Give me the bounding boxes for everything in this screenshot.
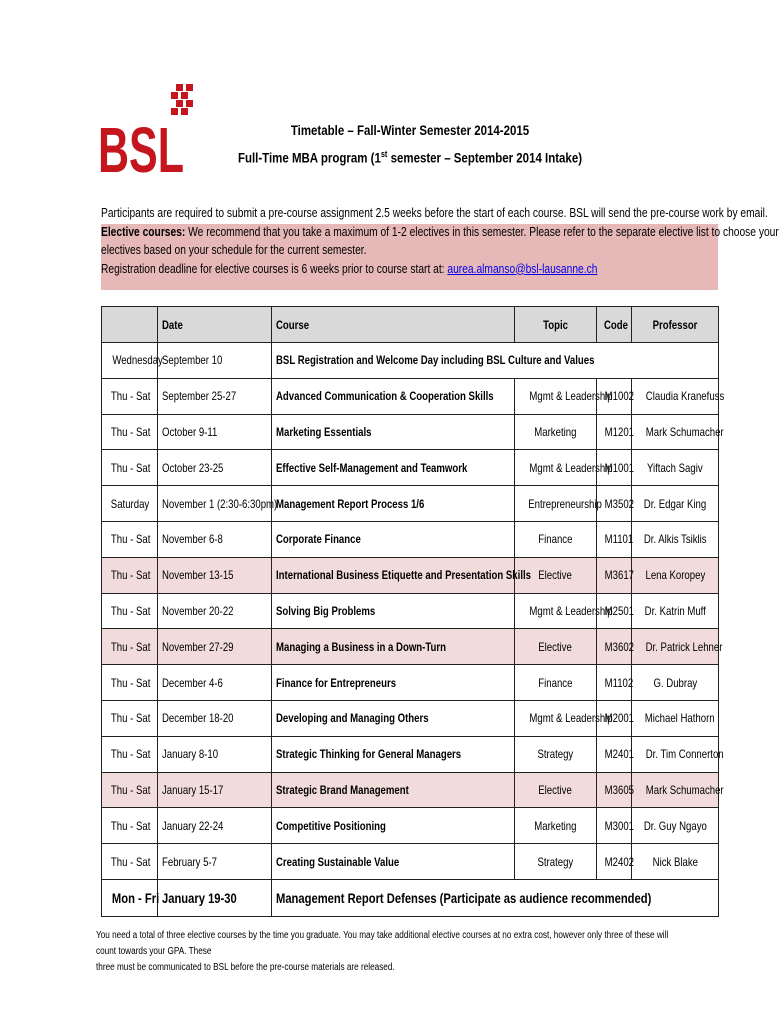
- table-row: [102, 557, 719, 593]
- bsl-logo-graphic: [98, 84, 198, 186]
- header-topic: Topic: [515, 307, 597, 343]
- cell-code: M1001: [597, 450, 632, 486]
- title-line-2: [238, 142, 582, 170]
- cell-topic: Mgmt & Leadership: [515, 378, 597, 414]
- cell-code: M3605: [597, 772, 632, 808]
- title-line-1: Timetable – Fall-Winter Semester 2014-2015: [290, 122, 530, 138]
- header-professor: Professor: [632, 307, 719, 343]
- cell-course: International Business Etiquette and Presentation Skills: [272, 557, 515, 593]
- cell-course: Marketing Essentials: [272, 414, 515, 450]
- cell-date: November 20-22: [158, 593, 272, 629]
- cell-topic: Marketing: [515, 414, 597, 450]
- cell-course: Management Report Process 1/6: [272, 486, 515, 522]
- cell-day: Mon - Fri: [102, 879, 158, 916]
- cell-topic: Strategy: [515, 736, 597, 772]
- footer-line-2: three must be communicated to BSL before the pre-course materials are released.: [96, 962, 395, 973]
- cell-course: Competitive Positioning: [272, 808, 515, 844]
- table-row: [102, 593, 719, 629]
- table-row: [102, 629, 719, 665]
- cell-date: January 8-10: [158, 736, 272, 772]
- cell-course: Finance for Entrepreneurs: [272, 665, 515, 701]
- cell-topic: Mgmt & Leadership: [515, 593, 597, 629]
- cell-date: January 15-17: [158, 772, 272, 808]
- cell-professor: Dr. Tim Connerton: [632, 736, 719, 772]
- cell-professor: Michael Hathorn: [632, 700, 719, 736]
- cell-day: Thu - Sat: [102, 378, 158, 414]
- table-row: [102, 521, 719, 557]
- cell-day: Saturday: [102, 486, 158, 522]
- cell-course: Developing and Managing Others: [272, 700, 515, 736]
- cell-date: October 23-25: [158, 450, 272, 486]
- intro-text: [101, 204, 779, 278]
- cell-topic: Marketing: [515, 808, 597, 844]
- table-body: [102, 343, 725, 917]
- title-line-2-part-b: semester – September 2014 Intake): [387, 149, 583, 166]
- cell-date: November 27-29: [158, 629, 272, 665]
- cell-topic: Entrepreneurship: [515, 486, 597, 522]
- cell-code: M2501: [597, 593, 632, 629]
- table-row: [102, 665, 719, 701]
- cell-professor: Dr. Guy Ngayo: [632, 808, 719, 844]
- intro-line-3: electives based on your schedule for the current semester.: [101, 243, 367, 257]
- table-row: [102, 844, 719, 880]
- cell-date: December 18-20: [158, 700, 272, 736]
- table-row: [102, 414, 719, 450]
- cell-code: M2001: [597, 700, 632, 736]
- table-row: [102, 450, 719, 486]
- intro-line-1: Participants are required to submit a pre-course assignment 2.5 weeks before the start of each course. BSL will send the pre-course work by email.: [101, 206, 768, 220]
- cell-code: M2401: [597, 736, 632, 772]
- cell-date: September 25-27: [158, 378, 272, 414]
- cell-course: Advanced Communication & Cooperation Skills: [272, 378, 515, 414]
- cell-course: Effective Self-Management and Teamwork: [272, 450, 515, 486]
- cell-date: November 13-15: [158, 557, 272, 593]
- cell-professor: Mark Schumacher: [632, 772, 719, 808]
- cell-course: Solving Big Problems: [272, 593, 515, 629]
- cell-date: February 5-7: [158, 844, 272, 880]
- intro-line-4: [101, 260, 607, 279]
- cell-course: Managing a Business in a Down-Turn: [272, 629, 515, 665]
- cell-code: M2402: [597, 844, 632, 880]
- intro-line-2: [101, 223, 779, 242]
- cell-day: Thu - Sat: [102, 844, 158, 880]
- cell-day: Thu - Sat: [102, 700, 158, 736]
- cell-day: Thu - Sat: [102, 665, 158, 701]
- timetable: [101, 306, 725, 917]
- table-row: [102, 772, 719, 808]
- cell-topic: Mgmt & Leadership: [515, 450, 597, 486]
- elective-label: Elective courses:: [101, 224, 186, 239]
- cell-topic: Finance: [515, 665, 597, 701]
- cell-professor: Lena Koropey: [632, 557, 719, 593]
- header-day: [102, 307, 158, 343]
- cell-professor: Nick Blake: [632, 844, 719, 880]
- cell-course: Management Report Defenses (Participate as audience recommended): [272, 879, 719, 916]
- cell-code: M1102: [597, 665, 632, 701]
- title-line-2-part-a: Full-Time MBA program (1: [237, 149, 381, 166]
- cell-professor: Mark Schumacher: [632, 414, 719, 450]
- bsl-logo-text: BSL: [98, 114, 184, 186]
- title-sup: st: [380, 149, 388, 159]
- cell-code: M1201: [597, 414, 632, 450]
- cell-topic: Mgmt & Leadership: [515, 700, 597, 736]
- cell-course: Strategic Thinking for General Managers: [272, 736, 515, 772]
- cell-professor: G. Dubray: [632, 665, 719, 701]
- cell-professor: Dr. Alkis Tsiklis: [632, 521, 719, 557]
- cell-professor: Claudia Kranefuss: [632, 378, 719, 414]
- cell-day: Wednesday: [102, 343, 158, 379]
- cell-professor: Dr. Patrick Lehner: [632, 629, 719, 665]
- table-row: [102, 808, 719, 844]
- email-link[interactable]: aurea.almanso@bsl-lausanne.ch: [447, 261, 598, 276]
- cell-course: Strategic Brand Management: [272, 772, 515, 808]
- page-title: [238, 118, 582, 170]
- cell-date: January 22-24: [158, 808, 272, 844]
- cell-code: M3502: [597, 486, 632, 522]
- cell-topic: Finance: [515, 521, 597, 557]
- table-row: [102, 343, 719, 379]
- cell-course: Corporate Finance: [272, 521, 515, 557]
- bsl-logo: [98, 84, 198, 186]
- table-row: [102, 378, 719, 414]
- cell-date: January 19-30: [158, 879, 272, 916]
- cell-day: Thu - Sat: [102, 772, 158, 808]
- table-row: [102, 700, 719, 736]
- cell-topic: Elective: [515, 557, 597, 593]
- cell-professor: Yiftach Sagiv: [632, 450, 719, 486]
- cell-date: September 10: [158, 343, 272, 379]
- cell-day: Thu - Sat: [102, 521, 158, 557]
- cell-day: Thu - Sat: [102, 557, 158, 593]
- cell-topic: Elective: [515, 629, 597, 665]
- cell-code: M1002: [597, 378, 632, 414]
- table-header-row: [102, 307, 719, 343]
- cell-day: Thu - Sat: [102, 593, 158, 629]
- cell-day: Thu - Sat: [102, 629, 158, 665]
- cell-code: M1101: [597, 521, 632, 557]
- footer-line-1: You need a total of three elective courses by the time you graduate. You may take additional elective courses at no extra cost, however only three of these will count towards your GPA. These: [96, 930, 669, 957]
- footer-note: [96, 928, 686, 976]
- cell-code: M3617: [597, 557, 632, 593]
- cell-day: Thu - Sat: [102, 808, 158, 844]
- cell-professor: Dr. Edgar King: [632, 486, 719, 522]
- cell-course: BSL Registration and Welcome Day including BSL Culture and Values: [272, 343, 719, 379]
- table-row: [102, 486, 719, 522]
- cell-date: October 9-11: [158, 414, 272, 450]
- cell-day: Thu - Sat: [102, 736, 158, 772]
- header-code: Code: [597, 307, 632, 343]
- cell-topic: Strategy: [515, 844, 597, 880]
- cell-code: M3602: [597, 629, 632, 665]
- elective-text: We recommend that you take a maximum of 1-2 electives in this semester. Please refer to the separate elective list to choose your: [185, 224, 779, 239]
- table-row: [102, 879, 719, 916]
- header-course: Course: [272, 307, 515, 343]
- cell-course: Creating Sustainable Value: [272, 844, 515, 880]
- cell-date: November 1 (2:30-6:30pm): [158, 486, 272, 522]
- cell-date: November 6-8: [158, 521, 272, 557]
- cell-date: December 4-6: [158, 665, 272, 701]
- cell-topic: Elective: [515, 772, 597, 808]
- cell-professor: Dr. Katrin Muff: [632, 593, 719, 629]
- cell-day: Thu - Sat: [102, 450, 158, 486]
- cell-code: M3001: [597, 808, 632, 844]
- header-date: Date: [158, 307, 272, 343]
- cell-day: Thu - Sat: [102, 414, 158, 450]
- deadline-text: Registration deadline for elective courses is 6 weeks prior to course start at:: [101, 261, 448, 276]
- table-row: [102, 736, 719, 772]
